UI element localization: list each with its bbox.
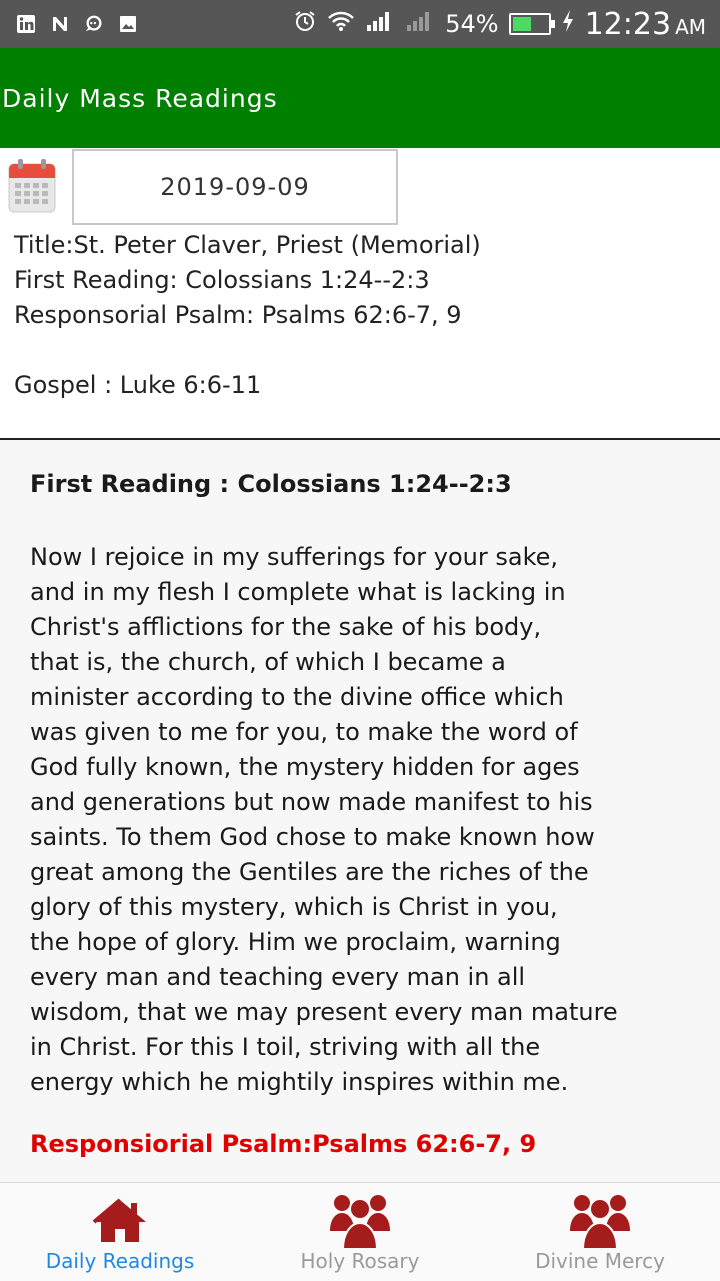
group-icon: [328, 1193, 392, 1249]
clock-time: 12:23: [584, 6, 672, 42]
chat-icon: [84, 14, 104, 34]
signal-icon: [365, 9, 395, 40]
status-bar: [0, 0, 720, 48]
battery-percent: 54%: [445, 10, 499, 38]
app-title: Daily Mass Readings: [2, 83, 278, 113]
n-app-icon: [50, 14, 70, 34]
first-reading-ref: First Reading: Colossians 1:24--2:3: [14, 266, 430, 294]
clock: [585, 7, 706, 42]
group-icon: [568, 1193, 632, 1249]
nav-divine-mercy[interactable]: [480, 1183, 720, 1281]
reading-content[interactable]: [0, 440, 720, 1182]
date-field[interactable]: 2019-09-09: [72, 149, 398, 225]
readings-summary: [14, 228, 481, 403]
gospel-ref: Gospel : Luke 6:6-11: [14, 371, 262, 399]
reading-heading: First Reading : Colossians 1:24--2:3: [30, 470, 512, 498]
clock-ampm: AM: [675, 14, 706, 39]
signal-2-icon: [405, 9, 435, 40]
charging-icon: [561, 9, 575, 40]
nav-label-daily-readings: Daily Readings: [45, 1249, 195, 1273]
app-bar: [0, 48, 720, 148]
home-icon: [91, 1193, 149, 1249]
nav-holy-rosary[interactable]: [240, 1183, 480, 1281]
psalm-heading: Responsiorial Psalm:Psalms 62:6-7, 9: [30, 1130, 537, 1158]
nav-label-divine-mercy: Divine Mercy: [535, 1249, 665, 1273]
alarm-icon: [293, 9, 317, 40]
linkedin-icon: [16, 14, 36, 34]
calendar-icon[interactable]: [8, 158, 56, 214]
wifi-icon: [327, 9, 355, 39]
nav-daily-readings[interactable]: [0, 1183, 240, 1281]
bottom-navigation: [0, 1182, 720, 1281]
battery-icon: [509, 13, 551, 35]
feast-title: Title:St. Peter Claver, Priest (Memorial): [14, 231, 481, 259]
psalm-ref: Responsorial Psalm: Psalms 62:6-7, 9: [14, 301, 462, 329]
nav-label-holy-rosary: Holy Rosary: [300, 1249, 420, 1273]
reading-text: Now I rejoice in my sufferings for your sake, and in my flesh I complete what is lacking in Christ's afflictions for the sake of his body, that is, the church, of which I became a minister according to the divine office which was given to me for you, to make the word of God fully known, the mystery hidden for ages and generations but now made manifest to his saints. To them God chose to make known how great among the Gentiles are the riches of the glory of this mystery, which is Christ in you, the hope of glory. Him we proclaim, warning every man and teaching every man in all wisdom, that we may present every man mature in Christ. For this I toil, striving with all the energy which he mightily inspires within me.: [30, 543, 618, 1096]
image-icon: [118, 14, 138, 34]
